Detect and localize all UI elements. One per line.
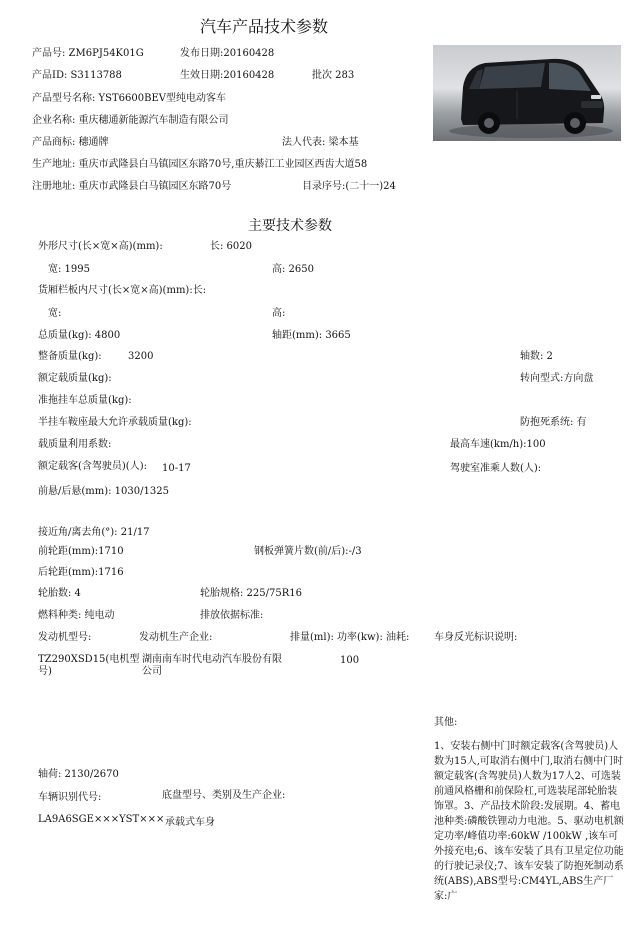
axle-count: 轴数: 2 <box>520 351 553 362</box>
reflective-marking-header: 车身反光标识说明: <box>434 632 518 643</box>
black-van-icon <box>433 45 621 141</box>
engine-power: 100 <box>340 655 360 666</box>
registered-address: 注册地址: 重庆市武隆县白马镇园区东路70号 <box>32 181 232 192</box>
tire-count: 轮胎数: 4 <box>38 588 81 599</box>
batch: 批次 283 <box>312 70 355 81</box>
engine-maker: 湖南南车时代电动汽车股份有限公司 <box>142 654 282 677</box>
max-speed: 最高车速(km/h):100 <box>450 439 546 450</box>
production-address: 生产地址: 重庆市武隆县白马镇园区东路70号,重庆綦江工业园区西齿大道58 <box>32 159 368 170</box>
approach-departure-angle: 接近角/离去角(°): 21/17 <box>38 527 150 538</box>
steering-type: 转向型式:方向盘 <box>520 373 594 384</box>
legal-representative: 法人代表: 梁本基 <box>282 137 359 148</box>
curb-mass-value: 3200 <box>128 351 154 362</box>
engine-model: TZ290XSD15(电机型号) <box>38 654 140 677</box>
model-name: 产品型号名称: YST6600BEV型纯电动客车 <box>32 93 226 104</box>
length: 长: 6020 <box>210 241 252 252</box>
remarks-text: 1、安装右侧中门时额定载客(含驾驶员)人数为15人,可取消右侧中门,取消右侧中门时额定载客(含驾驶员)人数为17人2、可选装前通风格栅和前保险杠,可选装尾部轮胎装饰罩。3、产品技术阶段:发展期。4、蓄电池种类:磷酸铁锂动力电池。5、驱动电机额定功率/峰值功率:60kW /100kW ,该车可外接充电;6、该车安装了具有卫星定位功能的行驶记录仪;7、该车安装了防抱死制动系统(ABS),ABS型号:CM4YL,ABS生产厂家:广 <box>434 741 624 902</box>
cargo-width: 宽: <box>48 308 62 319</box>
fuel-type: 燃料种类: 纯电动 <box>38 610 115 621</box>
engine-model-header: 发动机型号: <box>38 632 92 643</box>
vin-value: LA9A6SGE×××YST××× <box>38 814 165 825</box>
chassis-label: 底盘型号、类别及生产企业: <box>162 790 286 801</box>
rated-load: 额定载质量(kg): <box>38 373 112 384</box>
tire-spec: 轮胎规格: 225/75R16 <box>200 588 302 599</box>
engine-specs-header: 排量(ml): 功率(kw): 油耗: <box>290 632 410 643</box>
rated-passengers-value: 10-17 <box>162 463 191 474</box>
axle-load: 轴荷: 2130/2670 <box>38 769 119 780</box>
catalog-number: 目录序号:(二十一)24 <box>302 181 396 192</box>
saddle-mass: 半挂车鞍座最大允许承载质量(kg): <box>38 417 192 428</box>
width: 宽: 1995 <box>48 264 90 275</box>
curb-mass-label: 整备质量(kg): <box>38 351 102 362</box>
load-utilization: 载质量利用系数: <box>38 439 112 450</box>
release-date: 发布日期:20160428 <box>180 48 275 59</box>
overhang: 前悬/后悬(mm): 1030/1325 <box>38 486 169 497</box>
company-name: 企业名称: 重庆穗通新能源汽车制造有限公司 <box>32 115 229 126</box>
product-number: 产品号: ZM6PJ54K01G <box>32 48 144 59</box>
section-title: 主要技术参数 <box>248 218 332 234</box>
vin-label: 车辆识别代号: <box>38 792 102 803</box>
emission-standard: 排放依据标准: <box>200 610 264 621</box>
front-track: 前轮距(mm):1710 <box>38 546 124 557</box>
engine-maker-header: 发动机生产企业: <box>139 632 213 643</box>
spring-count: 钢板弹簧片数(前/后):-/3 <box>254 546 362 557</box>
trademark: 产品商标: 穗通牌 <box>32 137 109 148</box>
cab-passengers: 驾驶室准乘人数(人): <box>450 463 542 474</box>
rated-passengers-label: 额定载客(含驾驶员)(人): <box>38 461 147 472</box>
trailer-mass: 准拖挂车总质量(kg): <box>38 395 132 406</box>
total-mass: 总质量(kg): 4800 <box>38 330 121 341</box>
cargo-dimensions-label: 货厢栏板内尺寸(长×宽×高)(mm):长: <box>38 285 207 296</box>
body-type: 承载式车身 <box>165 817 215 828</box>
cargo-height: 高: <box>272 308 286 319</box>
vehicle-photo <box>433 45 621 141</box>
remarks-heading: 其他: <box>434 717 458 728</box>
dimensions-label: 外形尺寸(长×宽×高)(mm): <box>38 241 163 252</box>
product-id: 产品ID: S3113788 <box>32 70 122 81</box>
wheelbase: 轴距(mm): 3665 <box>272 330 351 341</box>
height: 高: 2650 <box>272 264 314 275</box>
effective-date: 生效日期:20160428 <box>180 70 275 81</box>
abs-system: 防抱死系统: 有 <box>520 417 587 428</box>
rear-track: 后轮距(mm):1716 <box>38 567 124 578</box>
page-title: 汽车产品技术参数 <box>200 17 329 36</box>
